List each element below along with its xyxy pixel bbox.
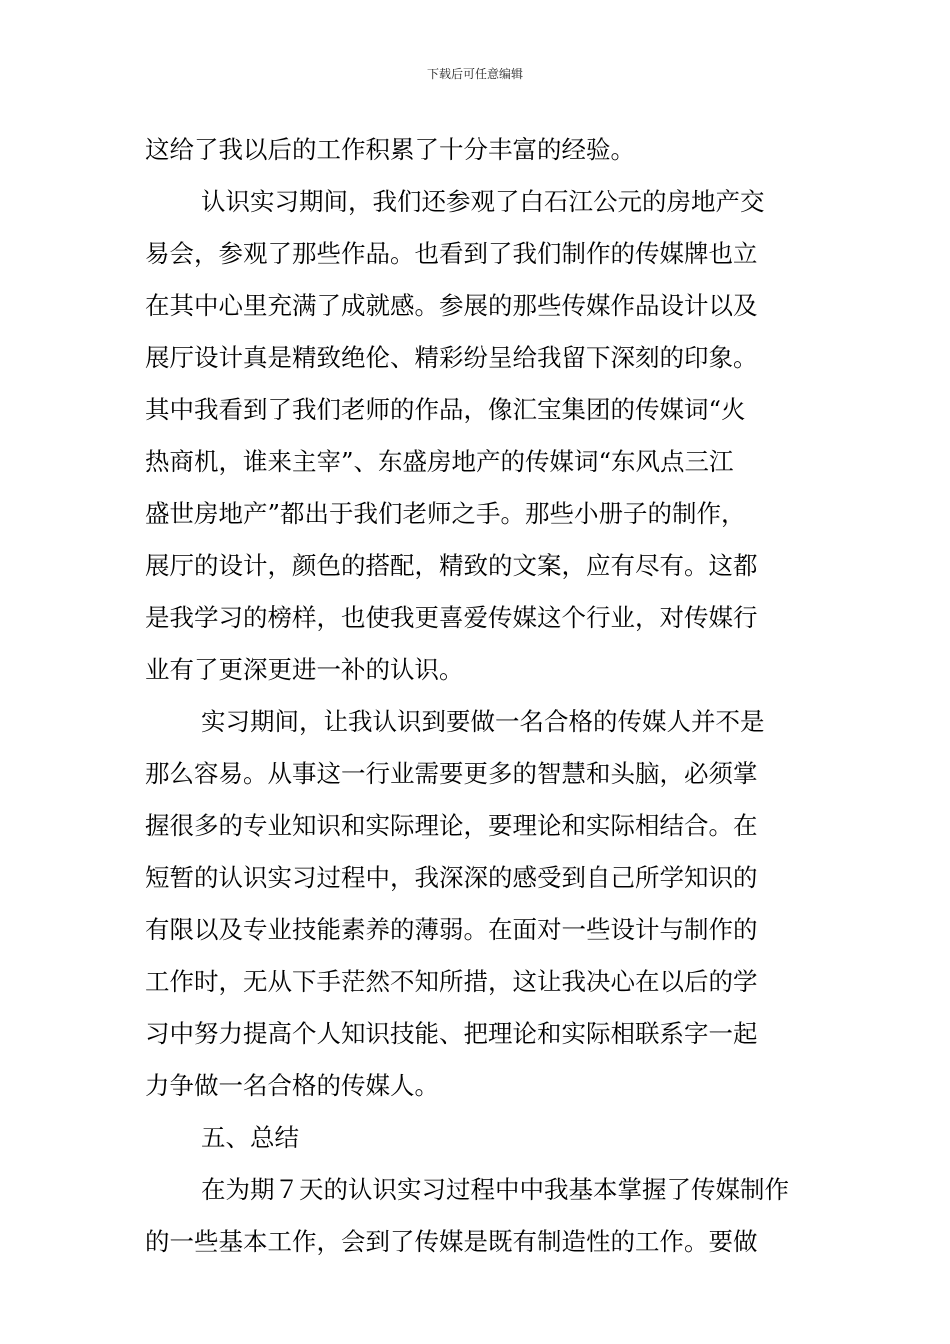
text-line: 业有了更深更进一补的认识。	[145, 655, 464, 684]
text-line: 在为期７天的认识实习过程中中我基本掌握了传媒制作	[201, 1175, 789, 1204]
text-line: 这给了我以后的工作积累了十分丰富的经验。	[145, 135, 635, 164]
text-line: 在其中心里充满了成就感。参展的那些传媒作品设计以及	[145, 291, 758, 320]
text-line: 工作时，无从下手茫然不知所措，这让我决心在以后的学	[145, 967, 758, 996]
text-line: 认识实习期间，我们还参观了白石江公元的房地产交	[201, 187, 765, 216]
text-line: 实习期间，让我认识到要做一名合格的传媒人并不是	[201, 707, 765, 736]
text-line: 盛世房地产”都出于我们老师之手。那些小册子的制作，	[145, 499, 746, 528]
document-body	[145, 124, 810, 1268]
section-heading: 五、总结	[201, 1123, 299, 1152]
text-line: 力争做一名合格的传媒人。	[145, 1071, 439, 1100]
text-line: 是我学习的榜样，也使我更喜爱传媒这个行业，对传媒行	[145, 603, 758, 632]
text-line: 其中我看到了我们老师的作品，像汇宝集团的传媒词“火	[145, 395, 746, 424]
text-line: 习中努力提高个人知识技能、把理论和实际相联系字一起	[145, 1019, 758, 1048]
page-header-note: 下载后可任意编辑	[426, 67, 523, 81]
text-line: 易会，参观了那些作品。也看到了我们制作的传媒牌也立	[145, 239, 758, 268]
text-line: 展厅设计真是精致绝伦、精彩纷呈给我留下深刻的印象。	[145, 343, 758, 372]
text-line: 热商机，谁来主宰”、东盛房地产的传媒词“东风点三江	[145, 447, 734, 476]
text-line: 有限以及专业技能素养的薄弱。在面对一些设计与制作的	[145, 915, 758, 944]
text-line: 展厅的设计，颜色的搭配，精致的文案，应有尽有。这都	[145, 551, 758, 580]
text-line: 短暂的认识实习过程中，我深深的感受到自己所学知识的	[145, 863, 758, 892]
text-line: 的一些基本工作，会到了传媒是既有制造性的工作。要做	[145, 1227, 758, 1256]
text-line: 那么容易。从事这一行业需要更多的智慧和头脑，必须掌	[145, 759, 758, 788]
text-line: 握很多的专业知识和实际理论，要理论和实际相结合。在	[145, 811, 758, 840]
